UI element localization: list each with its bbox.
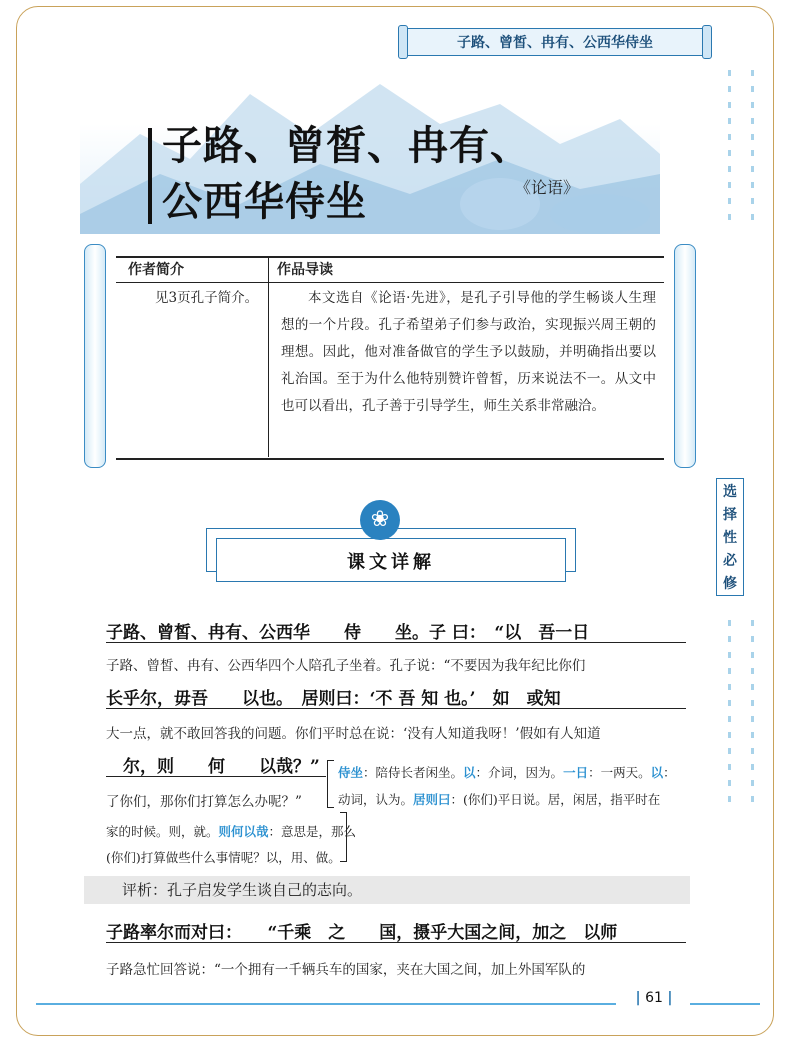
note-value: 动词，认为。 <box>338 792 414 807</box>
original-line-4: 子路率尔而对曰： “千乘 之 国，摄乎大国之间，加之 以师 <box>106 918 686 943</box>
intro-table <box>116 256 664 460</box>
note-value: ：陪侍长者闲坐。 <box>363 765 464 780</box>
comment-label: 评析： <box>122 881 168 899</box>
side-tab-char: 选 <box>723 483 737 500</box>
footer-rule <box>36 1003 616 1005</box>
title-accent-bar <box>148 128 152 224</box>
ribbon-cap-right <box>702 25 712 59</box>
side-tab <box>716 478 744 596</box>
footer-rule-right <box>690 1003 760 1005</box>
note-key: 侍坐 <box>338 765 364 780</box>
translation-line-3: 了你们，那你们打算怎么办呢？” <box>106 794 302 810</box>
translation-line-1: 子路、曾皙、冉有、公西华四个人陪孔子坐着。孔子说：“不要因为我年纪比你们 <box>106 658 586 674</box>
page-title <box>162 118 531 230</box>
intro-scroll <box>84 244 696 468</box>
source-label: 《论语》 <box>515 178 580 197</box>
note-value: ： <box>663 765 676 780</box>
note-line-2 <box>338 790 660 808</box>
note-line-1 <box>338 763 676 781</box>
note-line-3 <box>106 822 356 840</box>
note-value: ：意思是，那么 <box>268 824 357 839</box>
comment-text: 孔子启发学生谈自己的志向。 <box>167 881 363 899</box>
intro-cell: 本文选自《论语·先进》，是孔子引导他的学生畅谈人生理想的一个片段。孔子希望弟子们参与政治，实现振兴周王朝的理想。因此，他对准备做官的学生予以鼓励，并明确指出要以礼治国。至于为什么他特别赞许曾皙，历来说法不一。从文中也可以看出，孔子善于引导学生，师生关系非常融洽。 <box>281 290 656 414</box>
author-header: 作者简介 <box>116 258 269 282</box>
side-tab-char: 修 <box>723 576 737 593</box>
ribbon-text: 子路、曾皙、冉有、公西华侍坐 <box>457 35 653 51</box>
note-bracket-right <box>340 812 347 862</box>
original-line-2: 长乎尔，毋吾 以也。 居则曰：‘不 吾 知 也。’ 如 或知 <box>106 684 686 709</box>
original-line-1: 子路、曾皙、冉有、公西华 侍 坐。子 曰： “以 吾一日 <box>106 618 686 643</box>
note-key: 以 <box>463 765 476 780</box>
note-line-4: (你们)打算做些什么事情呢？以，用、做。 <box>106 850 341 865</box>
side-tab-char: 择 <box>723 506 737 523</box>
scroll-roll-right <box>674 244 696 468</box>
ribbon-cap-left <box>398 25 408 59</box>
title-line-2: 公西华侍坐 <box>162 178 367 225</box>
note-key: 一日 <box>563 765 589 780</box>
note-value: ：介词，因为。 <box>475 765 564 780</box>
note-value: ：一两天。 <box>588 765 651 780</box>
note-key: 则何以哉 <box>218 824 269 839</box>
comment-box <box>84 876 690 904</box>
page-number-text: 61 <box>645 990 663 1006</box>
translation-line-4: 子路急忙回答说：“一个拥有一千辆兵车的国家，夹在大国之间，加上外国军队的 <box>106 962 586 978</box>
translation-line-2: 大一点，就不敢回答我的问题。你们平时总在说：‘没有人知道我呀！’假如有人知道 <box>106 726 601 742</box>
original-line-3: 尔，则 何 以哉？” <box>106 752 326 777</box>
note-key: 居则曰 <box>413 792 451 807</box>
note-key: 以 <box>650 765 664 780</box>
crane-emblem-icon: ❀ <box>360 500 400 540</box>
author-cell: 见3页孔子简介。 <box>116 283 269 457</box>
side-tab-char: 必 <box>723 553 737 570</box>
side-tab-char: 性 <box>723 529 737 546</box>
title-line-1: 子路、曾皙、冉有、 <box>162 122 531 169</box>
side-decoration-top <box>728 60 754 230</box>
section-title: 课文详解 <box>347 552 435 573</box>
note-value: 家的时候。则，就。 <box>106 824 219 839</box>
intro-header: 作品导读 <box>277 262 333 278</box>
side-decoration-bottom <box>728 610 754 812</box>
header-ribbon <box>405 28 705 56</box>
note-bracket-left <box>327 760 334 808</box>
scroll-roll-left <box>84 244 106 468</box>
note-value: ：(你们)平日说。居，闲居，指平时在 <box>450 792 661 807</box>
page-number: | 61 | <box>635 990 673 1006</box>
